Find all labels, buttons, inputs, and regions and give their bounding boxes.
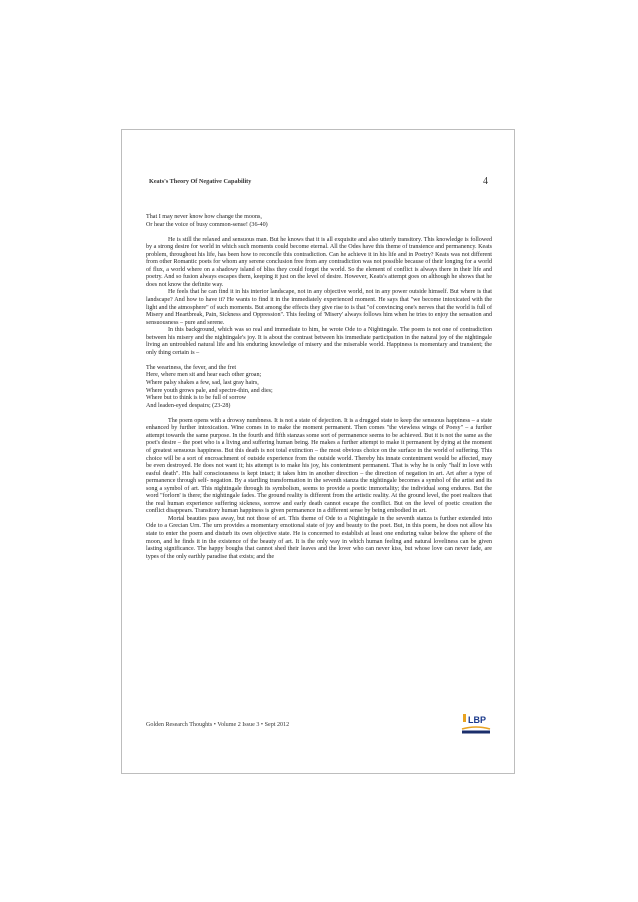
footer-volume: Volume 2 — [217, 722, 241, 728]
body-paragraph: The poem opens with a drowsy numbness. It is not a state of dejection. It is a drugged state to keep the sensuous happiness – a state enhanced by further intoxication. Wine comes in to make the moment permanent. Then comes "the viewless wings of Poesy" – a further attempt towards the same purpose. In the fourth and fifth stanzas some sort of permanence seems to be achieved. But it is not the same as the poet's desire – the poet who is a living and suffering human being. He makes a further attempt to make it permanent by dying at the moment of greatest sensuous happiness. But this death is not total extinction – the most obvious choice on the surface in the world of suffering. This choice will be a sort of encroachment of outside experience from the outside world. Thereby his innate contentment would be affected, may be even destroyed. He does not want it; his attempt is to make his joy, his contentment permanent. That is why he is only "half in love with easful death". His half consciousness is kept intact; it takes him in another direction – the direction of negation in art. Art after a type of permanence through self- negation. By a startling transformation in the seventh stanza the nightingale becomes a symbol of the artist and its song a symbol of art. This nightingale through its symbolism, seems to provide a poetic immortality; the individual song endures. But the word "forlorn' is there; the nightingale fades. The ground reality is different from the artistic reality. At the ground level, the poet realizes that the real human experience suffering sickness, sorrow and early death cannot escape the conflict. But on the level of poetic creation the conflict disappears. Transitory human happiness is given permanence in a different sense by being embodied in art. — [146, 417, 492, 515]
verse-line: The weariness, the fever, and the fret — [146, 364, 237, 371]
footer-date: Sept 2012 — [264, 722, 290, 728]
verse-line: Where youth grows pale, and spectre-thin, and dies; — [146, 387, 273, 394]
journal-footer — [146, 722, 289, 728]
publisher-logo — [459, 712, 493, 736]
footer-journal: Golden Research Thoughts — [146, 722, 213, 728]
article-body — [146, 214, 492, 561]
body-paragraph: In this background, which was so real and immediate to him, he wrote Ode to a Nightingale. The poem is not one of contradiction between his misery and the nightingale's joy. It is about the contrast between his immediate participation in the natural joy of the nightingale living an untroubled natural life and his enduring knowledge of misery and the miserable world. Happiness is momentary and transient; the only thing certain is – — [146, 327, 492, 356]
footer-separator: • — [213, 722, 216, 728]
verse-line: That I may never know how change the moons, — [146, 214, 262, 220]
page-number: 4 — [483, 176, 488, 187]
verse-line: And leaden-eyed despairs; (23-28) — [146, 402, 231, 409]
lbp-logo-icon — [459, 712, 493, 736]
body-paragraph: He is still the relaxed and sensuous man. But he knows that it is all exquisite and also utterly transitory. This knowledge is followed by a strong desire for world in which such moments could become eternal. All the Odes have this theme of transience and permanency. Keats problem, throughout his life, has been how to reconcile this contradiction. Can he achieve it in his life and in Poetry? Keats was not different from other Romantic poets for whom any serene conclusion free from any contradiction was not possible because of their longing for a world of flux, a world where on a shadowy island of bliss they could forget the world. So the element of conflict is always there in their life and poetry. And so fusion always escapes them, keeping it just on the level of desire. However, Keats's attempt goes on although he shows that he does not know the definite way. — [146, 236, 492, 288]
verse-line: Or hear the voice of busy common-sense! (36-40) — [146, 221, 268, 228]
running-header-title: Keats's Theory Of Negative Capability — [149, 178, 252, 185]
verse-line: Where palsy shakes a few, sad, last gray hairs, — [146, 380, 259, 387]
footer-separator: • — [260, 722, 264, 728]
verse-line: Where but to think is to be full of sorrow — [146, 395, 247, 402]
body-paragraph: He feels that he can find it in his interior landscape, not in any objective world, not in any power outside himself. But where is that landscape? And how to have it? He wants to find it in the immediately experienced moment. He says that "we become intoxicated with the light and the atmosphere" of such moments. But among the effects they give rise to is that "of convincing one's nerves that the world is full of Misery and Heartbreak, Pain, Sickness and Oppression". This feeling of 'Misery' always follows him when he tries to enjoy the sensation and sensuousness – pure and serene. — [146, 289, 492, 326]
verse-line: Here, where men sit and hear each other groan; — [146, 372, 262, 379]
verse-quote-1 — [146, 214, 492, 229]
body-paragraph: Mortal beauties pass away, but not those of art. This theme of Ode to a Nightingale in the seventh stanza is further extended into Ode to a Grecian Urn. The urn provides a momentary emotional state of joy and beauty to the poet. But, in this poem, he does not allow his state to enter the poem and disturb its own objective state. He is concerned to establish at least one enduring value below the sphere of the moon, and he finds it in the existence of the beauty of art. It is the only way in which human feeling and natural loveliness can be given lasting significance. The happy boughs that cannot shed their leaves and the lover who can never kiss, but whose love can never fade, are types of the only earthly paradise that exists; and the — [146, 515, 492, 560]
footer-issue: Issue 3 — [242, 722, 260, 728]
svg-text:LBP: LBP — [468, 715, 486, 725]
document-page — [121, 129, 515, 774]
verse-quote-2 — [146, 365, 492, 410]
